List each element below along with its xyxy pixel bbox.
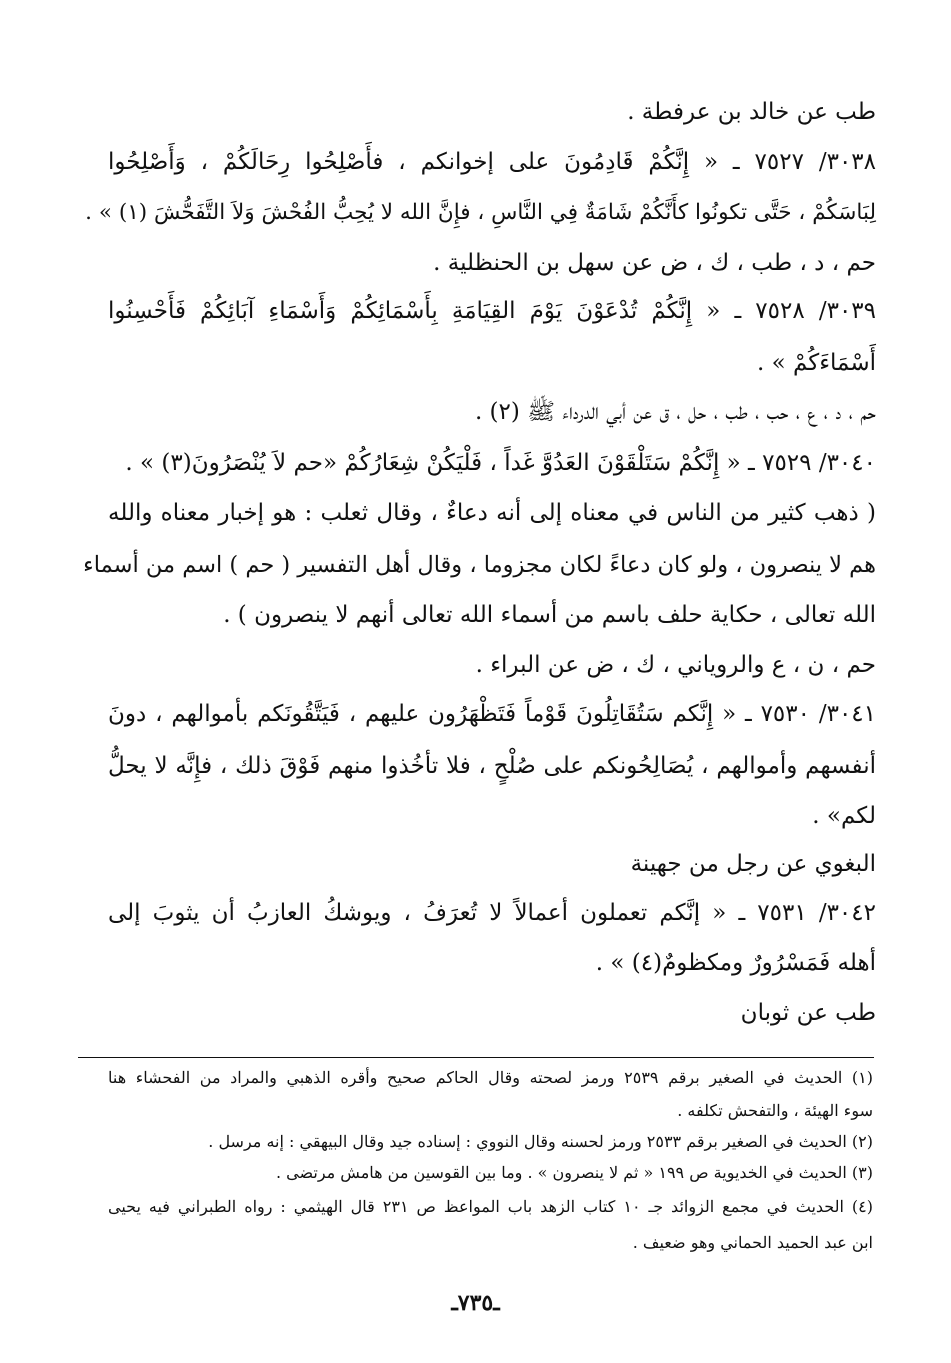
source-line: حم ، د ، طب ، ك ، ض عن سهل بن الحنظلية . xyxy=(433,250,876,276)
hadith-line: أنفسهم وأموالهم ، يُصَالِحُونكم على صُلْحٍ ، فلا تأخُذوا منهم فَوْقَ ذلك ، فإِنَّه لا يحلُّ xyxy=(108,753,876,779)
source-line: طب عن ثوبان xyxy=(740,1000,876,1026)
source-line: حم ، ن ، ع والروياني ، ك ، ض عن البراء . xyxy=(475,652,876,678)
footnote-line: ابن عبد الحميد الحماني وهو ضعيف . xyxy=(632,1233,873,1252)
hadith-line: ٣٠٤٠/ ٧٥٢٩ ـ « إِنَّكُمْ سَتَلْقَوْنَ العَدُوَّ غَداً ، فَلْيَكُنْ شِعَارُكُمْ «حم لاَ يُنْصَرُونَ(٣) » . xyxy=(125,450,876,476)
footnote-line: (٣) الحديث في الخديوية ص ١٩٩ « ثم لا ينصرون » . وما بين القوسين من هامش مرتضى . xyxy=(275,1163,873,1182)
hadith-line: ٣٠٣٩/ ٧٥٢٨ ـ « إِنَّكُمْ تُدْعَوْنَ يَوْمَ القِيَامَةِ بِأَسْمَائِكُمْ وَأَسْمَاءِ آبَائِكُمْ فَأَحْسِنُوا xyxy=(108,298,877,324)
source-line: البغوي عن رجل من جهينة xyxy=(630,851,876,877)
hadith-line: أهله فَمَسْرُورٌ ومكظومٌ(٤) » . xyxy=(595,950,876,976)
hadith-line: لكم» . xyxy=(812,803,876,829)
hadith-line: ٣٠٣٨/ ٧٥٢٧ ـ « إِنَّكُمْ قَادِمُونَ على إخوانكم ، فأَصْلِحُوا رِحَالَكُمْ ، وَأَصْلِحُوا xyxy=(108,149,877,175)
page-number: ـ٧٣٥ـ xyxy=(451,1290,500,1316)
hadith-line: أَسْمَاءَكُمْ » . xyxy=(756,350,876,376)
source-line: حم ، د ، ع ، حب ، طب ، حل ، ق عن أبي الدرداء ﷺ (٢) . xyxy=(474,399,876,425)
footnote-line: (١) الحديث في الصغير برقم ٢٥٣٩ ورمز لصحته وقال الحاكم صحيح وأقره الذهبي والمراد من الفحشاء هنا xyxy=(108,1068,873,1087)
footnote-line: (٢) الحديث في الصغير برقم ٢٥٣٣ ورمز لحسنه وقال النووي : إسناده جيد وقال البيهقي : إنه مرسل . xyxy=(208,1132,873,1151)
commentary-line: الله تعالى ، حكاية حلف باسم من أسماء الله تعالى أنهم لا ينصرون ) . xyxy=(223,602,876,628)
source-line: طب عن خالد بن عرفطة . xyxy=(627,99,876,125)
footnote-separator xyxy=(78,1057,874,1058)
hadith-line: ٣٠٤٢/ ٧٥٣١ ـ « إنَّكم تعملون أعمالاً لا تُعرَفُ ، ويوشكُ العازبُ أن يثوبَ إلى xyxy=(108,900,876,926)
hadith-line: لِبَاسَكُمْ ، حَتَّى تكونُوا كأَنَّكُمْ شَامَةٌ فِي النَّاسِ ، فإِنَّ الله لا يُحِبُّ الفُحْشَ وَلاَ التَّفَحُّشَ (١) » . xyxy=(85,200,876,225)
commentary-line: هم لا ينصرون ، ولو كان دعاءً لكان مجزوما ، وقال أهل التفسير ( حم ) اسم من أسماء xyxy=(83,552,876,578)
commentary-line: ( ذهب كثير من الناس في معناه إلى أنه دعاءٌ ، وقال ثعلب : هو إخبار معناه والله xyxy=(108,500,876,526)
footnote-line: (٤) الحديث في مجمع الزوائد جـ ١٠ كتاب الزهد باب المواعظ ص ٢٣١ قال الهيثمي : رواه الطبراني فيه يحيى xyxy=(108,1197,873,1216)
hadith-line: ٣٠٤١/ ٧٥٣٠ ـ « إِنَّكم سَتُقَاتِلُونَ قَوْماً فَتَظْهَرُون عليهم ، فَيَتَّقُونَكم بأموالهم ، دونَ xyxy=(108,701,877,727)
footnote-line: سوء الهيئة ، والتفحش تكلفه . xyxy=(677,1101,873,1120)
